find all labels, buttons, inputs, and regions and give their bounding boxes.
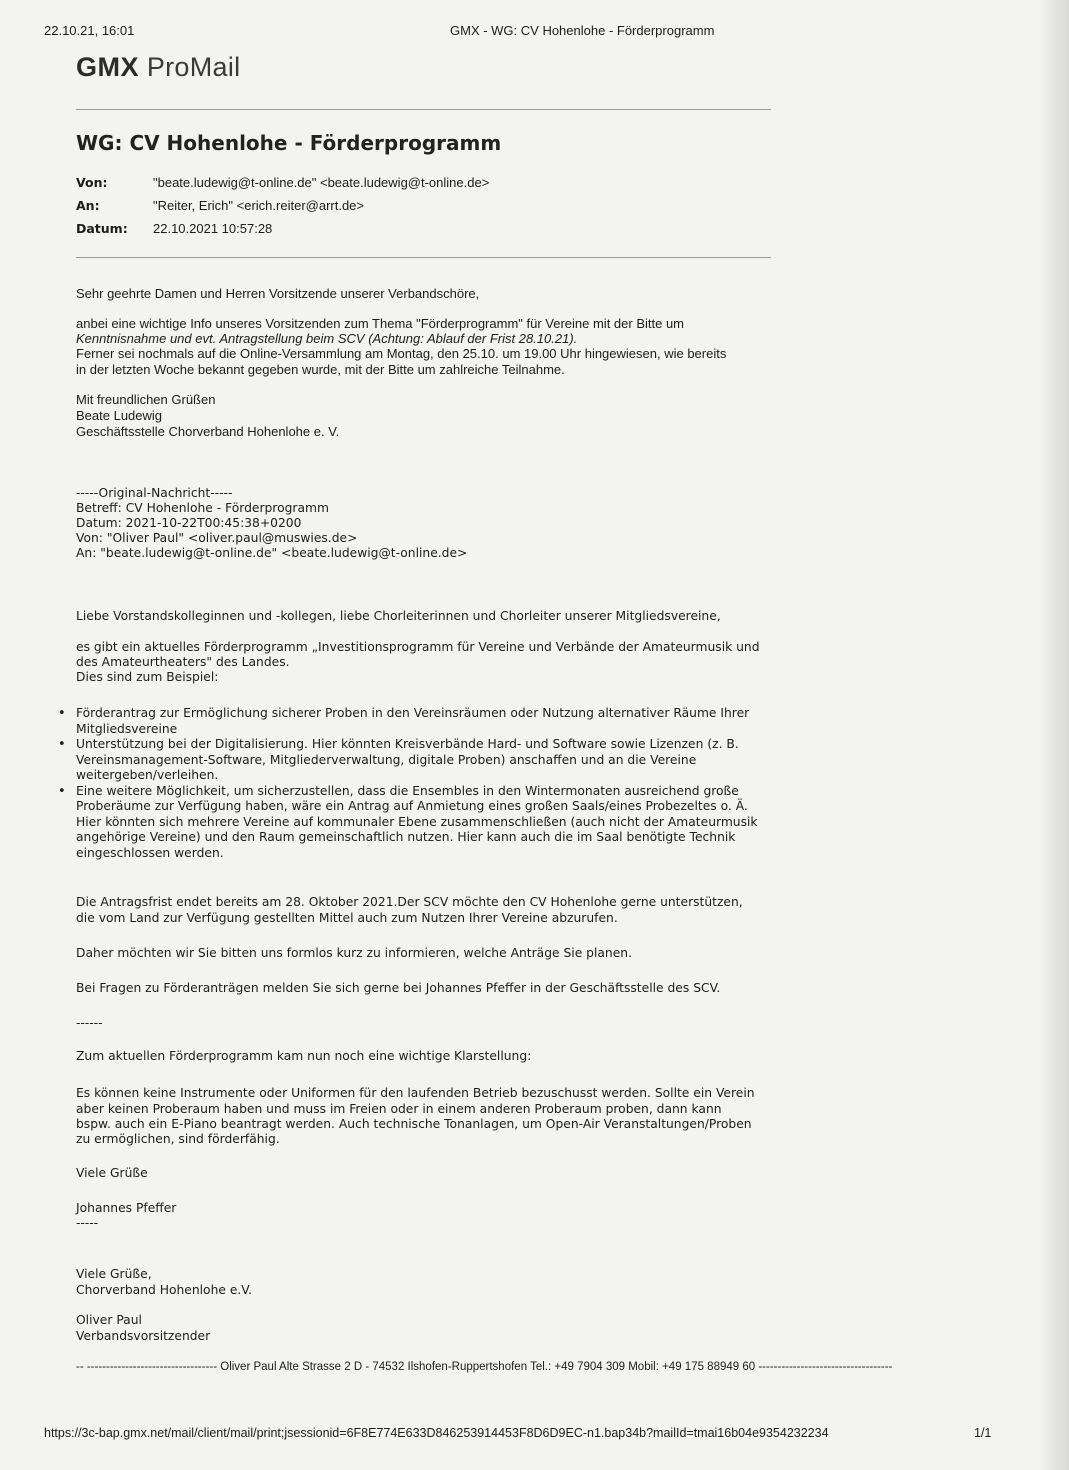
request-paragraph: Daher möchten wir Sie bitten uns formlos kurz zu informieren, welche Anträge Sie planen. [76, 946, 632, 960]
to-label: An: [76, 198, 100, 213]
list-item [76, 706, 758, 737]
contact-footer-line: -- ---------------------------------- Oliver Paul Alte Strasse 2 D - 74532 Ilshofen-Ruppertshofen Tel.: +49 7904 309 Mobil: +49 175 88949 60 ----------------------------------- [76, 1361, 893, 1373]
original-date: Datum: 2021-10-22T00:45:38+0200 [76, 516, 302, 530]
list-item-line: • Eine weitere Möglichkeit, um sicherzustellen, dass die Ensembles in den Wintermonaten ausreichend große [76, 783, 739, 798]
list-item-line: angehörige Vereine) und den Raum gemeinschaftlich nutzen. Hier kann auch die im Saal benötigte Technik [76, 830, 736, 844]
list-item-line: Vereinsmanagement-Software, Mitgliederverwaltung, digitale Proben) anschaffen und an die Vereine [76, 752, 697, 767]
list-item [76, 737, 758, 784]
program-line-1: es gibt ein aktuelles Förderprogramm „Investitionsprogramm für Vereine und Verbände der Amateurmusik und [76, 640, 760, 654]
clarification-line-1: Es können keine Instrumente oder Uniformen für den laufenden Betrieb bezuschusst werden. Sollte ein Verein [76, 1086, 755, 1100]
from-value[interactable]: "beate.ludewig@t-online.de" <beate.ludewig@t-online.de> [153, 175, 490, 190]
print-url[interactable]: https://3c-bap.gmx.net/mail/client/mail/print;jsessionid=6F8E774E633D846253914453F8D6D9EC-n1.bap34b?mailId=tmai16b04e9354232234 [44, 1426, 829, 1440]
list-item [76, 784, 758, 862]
separator-1: ------ [76, 1016, 103, 1030]
header-divider [76, 109, 771, 110]
intro-line-3: Ferner sei nochmals auf die Online-Versammlung am Montag, den 25.10. um 19.00 Uhr hingewiesen, wie bereits [76, 346, 727, 361]
deadline-line-1: Die Antragsfrist endet bereits am 28. Oktober 2021.Der SCV möchte den CV Hohenlohe gerne unterstützen, [76, 895, 743, 909]
clarification-line-4: zu ermöglichen, sind förderfähig. [76, 1132, 280, 1146]
print-window-title: GMX - WG: CV Hohenlohe - Förderprogramm [450, 23, 715, 38]
program-line-2: des Amateurtheaters" des Landes. [76, 655, 290, 669]
separator-2: ----- [76, 1216, 99, 1230]
clarification-intro: Zum aktuellen Förderprogramm kam nun noch eine wichtige Klarstellung: [76, 1049, 532, 1063]
signature-1-line-2: Beate Ludewig [76, 408, 163, 423]
funding-examples-list [76, 706, 758, 861]
greeting: Sehr geehrte Damen und Herren Vorsitzende unserer Verbandschöre, [76, 286, 480, 301]
salutation-2: Liebe Vorstandskolleginnen und -kollegen, liebe Chorleiterinnen und Chorleiter unserer Mitgliedsvereine, [76, 609, 721, 623]
closing-greeting-2: Viele Grüße [76, 1166, 148, 1180]
signature-1-line-3: Geschäftsstelle Chorverband Hohenlohe e. V. [76, 424, 340, 439]
clarification-line-3: bspw. auch ein E-Piano beantragt werden. Auch technische Tonanlagen, um Open-Air Veranstaltungen/Proben [76, 1117, 752, 1131]
mail-subject: WG: CV Hohenlohe - Förderprogramm [76, 131, 502, 155]
original-subject: Betreff: CV Hohenlohe - Förderprogramm [76, 501, 329, 515]
list-item-line: • Förderantrag zur Ermöglichung sicherer Proben in den Vereinsräumen oder Nutzung alternativer Räume Ihrer [76, 706, 750, 720]
list-item-line: eingeschlossen werden. [76, 845, 224, 860]
page-number: 1/1 [974, 1426, 992, 1440]
gmx-promail-logo [76, 52, 240, 83]
from-label: Von: [76, 175, 108, 190]
date-value: 22.10.2021 10:57:28 [153, 221, 273, 236]
list-item-line: Hier könnten sich mehrere Vereine auf kommunaler Ebene zusammenschließen (auch nicht der Amateurmusik [76, 814, 758, 829]
original-from[interactable]: Von: "Oliver Paul" <oliver.paul@muswies.de> [76, 531, 358, 545]
intro-line-2: Kenntnisnahme und evt. Antragstellung beim SCV (Achtung: Ablauf der Frist 28.10.21). [76, 331, 578, 346]
logo-product: ProMail [146, 52, 241, 82]
program-line-3: Dies sind zum Beispiel: [76, 670, 219, 684]
list-item-line: Mitgliedsvereine [76, 721, 178, 736]
questions-paragraph: Bei Fragen zu Förderanträgen melden Sie sich gerne bei Johannes Pfeffer in der Geschäftsstelle des SCV. [76, 981, 721, 995]
clarification-line-2: aber keinen Proberaum haben und muss im Freien oder in einem anderen Proberaum proben, dann kann [76, 1102, 722, 1116]
closing-greeting-3: Viele Grüße, [76, 1267, 152, 1281]
signature-1-line-1: Mit freundlichen Grüßen [76, 392, 216, 407]
page-edge-shadow [1041, 0, 1069, 1470]
original-to[interactable]: An: "beate.ludewig@t-online.de" <beate.ludewig@t-online.de> [76, 546, 468, 560]
date-label: Datum: [76, 221, 128, 236]
list-item-line: • Unterstützung bei der Digitalisierung. Hier könnten Kreisverbände Hard- und Software sowie Lizenzen (z. B. [76, 737, 739, 751]
signer-3-name: Oliver Paul [76, 1313, 142, 1327]
list-item-line: Proberäume zur Verfügung haben, wäre ein Antrag auf Anmietung eines großen Saals/eines Probezeltes o. Ä. [76, 799, 748, 813]
intro-line-1: anbei eine wichtige Info unseres Vorsitzenden zum Thema "Förderprogramm" für Vereine mit der Bitte um [76, 316, 685, 331]
print-datetime: 22.10.21, 16:01 [44, 23, 135, 38]
intro-line-4: in der letzten Woche bekannt gegeben wurde, mit der Bitte um zahlreiche Teilnahme. [76, 362, 565, 377]
signer-2-name: Johannes Pfeffer [76, 1201, 177, 1215]
deadline-line-2: die vom Land zur Verfügung gestellten Mittel auch zum Nutzen Ihrer Vereine abzurufen. [76, 911, 618, 925]
closing-org-3: Chorverband Hohenlohe e.V. [76, 1283, 253, 1297]
signer-3-title: Verbandsvorsitzender [76, 1329, 211, 1343]
logo-brand: GMX [76, 52, 140, 82]
original-message-header: -----Original-Nachricht----- [76, 486, 233, 500]
to-value[interactable]: "Reiter, Erich" <erich.reiter@arrt.de> [153, 198, 365, 213]
meta-divider [76, 257, 771, 258]
list-item-line: weitergeben/verleihen. [76, 768, 219, 782]
